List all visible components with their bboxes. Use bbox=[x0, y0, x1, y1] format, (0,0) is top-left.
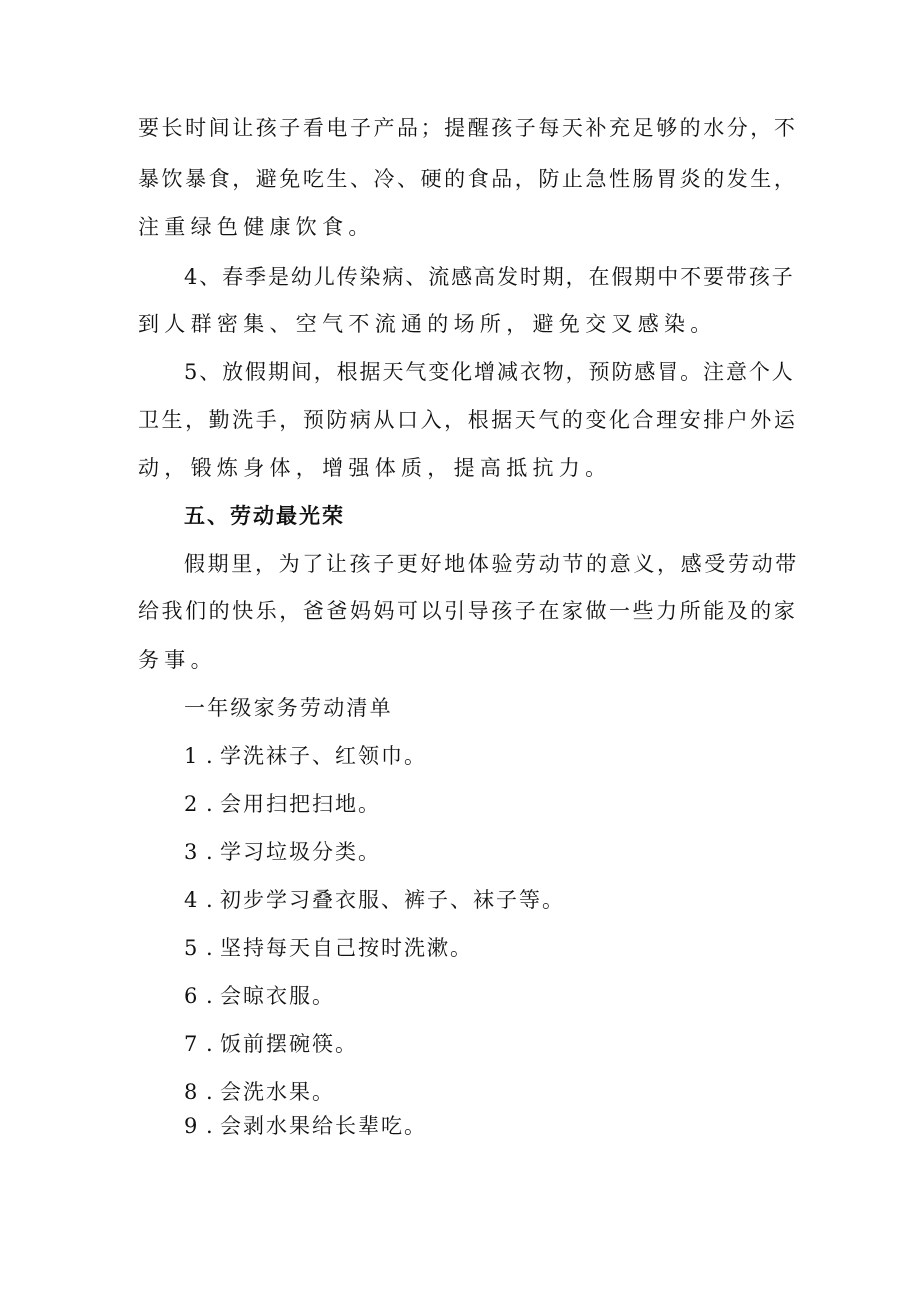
paragraph-line: 给我们的快乐，爸爸妈妈可以引导孩子在家做一些力所能及的家 bbox=[138, 599, 798, 623]
list-item-text: 会剥水果给长辈吃。 bbox=[220, 1114, 427, 1138]
list-item bbox=[184, 842, 381, 863]
paragraph-line: 务事。 bbox=[138, 648, 217, 672]
list-item-separator: . bbox=[206, 984, 215, 1008]
paragraph-line: 卫生，勤洗手，预防病从口入，根据天气的变化合理安排户外运 bbox=[138, 408, 798, 432]
list-item-separator: . bbox=[206, 1114, 215, 1138]
list-item bbox=[184, 1034, 358, 1055]
list-item-text: 会用扫把扫地。 bbox=[220, 792, 381, 816]
paragraph-line: 5、放假期间，根据天气变化增减衣物，预防感冒。注意个人 bbox=[184, 360, 795, 384]
list-item-separator: . bbox=[206, 792, 215, 816]
list-item-text: 会晾衣服。 bbox=[220, 984, 335, 1008]
list-item bbox=[184, 794, 381, 815]
list-item bbox=[184, 890, 565, 911]
list-item bbox=[184, 1116, 427, 1137]
list-item-separator: . bbox=[206, 840, 215, 864]
list-item-text: 坚持每天自己按时洗漱。 bbox=[220, 936, 473, 960]
list-title: 一年级家务劳动清单 bbox=[184, 696, 393, 720]
section-heading: 五、劳动最光荣 bbox=[184, 504, 345, 528]
list-item-number: 7 bbox=[184, 1032, 200, 1056]
list-item-separator: . bbox=[206, 1080, 215, 1104]
list-item-number: 5 bbox=[184, 936, 200, 960]
list-item-number: 3 bbox=[184, 840, 200, 864]
list-item bbox=[184, 746, 427, 767]
paragraph-line: 到人群密集、空气不流通的场所，避免交叉感染。 bbox=[138, 312, 717, 336]
list-item-number: 4 bbox=[184, 888, 200, 912]
list-item-number: 2 bbox=[184, 792, 200, 816]
list-item-number: 9 bbox=[184, 1114, 200, 1138]
list-item-text: 会洗水果。 bbox=[220, 1080, 335, 1104]
list-item-text: 初步学习叠衣服、裤子、袜子等。 bbox=[220, 888, 565, 912]
paragraph-line: 4、春季是幼儿传染病、流感高发时期，在假期中不要带孩子 bbox=[184, 265, 795, 289]
list-item bbox=[184, 1082, 335, 1103]
list-item-separator: . bbox=[206, 1032, 215, 1056]
list-item-separator: . bbox=[206, 888, 215, 912]
paragraph-line: 动，锻炼身体，增强体质，提高抵抗力。 bbox=[138, 456, 612, 480]
paragraph-line: 注重绿色健康饮食。 bbox=[138, 215, 375, 239]
paragraph-line: 暴饮暴食，避免吃生、冷、硬的食品，防止急性肠胃炎的发生， bbox=[138, 167, 798, 191]
list-item bbox=[184, 986, 335, 1007]
list-item-number: 1 bbox=[184, 744, 200, 768]
paragraph-line: 假期里，为了让孩子更好地体验劳动节的意义，感受劳动带 bbox=[184, 552, 799, 576]
list-item-number: 6 bbox=[184, 984, 200, 1008]
list-item-number: 8 bbox=[184, 1080, 200, 1104]
list-item-text: 学习垃圾分类。 bbox=[220, 840, 381, 864]
list-item-separator: . bbox=[206, 936, 215, 960]
list-item-text: 饭前摆碗筷。 bbox=[220, 1032, 358, 1056]
list-item-text: 学洗袜子、红领巾。 bbox=[220, 744, 427, 768]
list-item bbox=[184, 938, 473, 959]
list-item-separator: . bbox=[206, 744, 215, 768]
paragraph-line: 要长时间让孩子看电子产品；提醒孩子每天补充足够的水分，不 bbox=[138, 116, 798, 140]
